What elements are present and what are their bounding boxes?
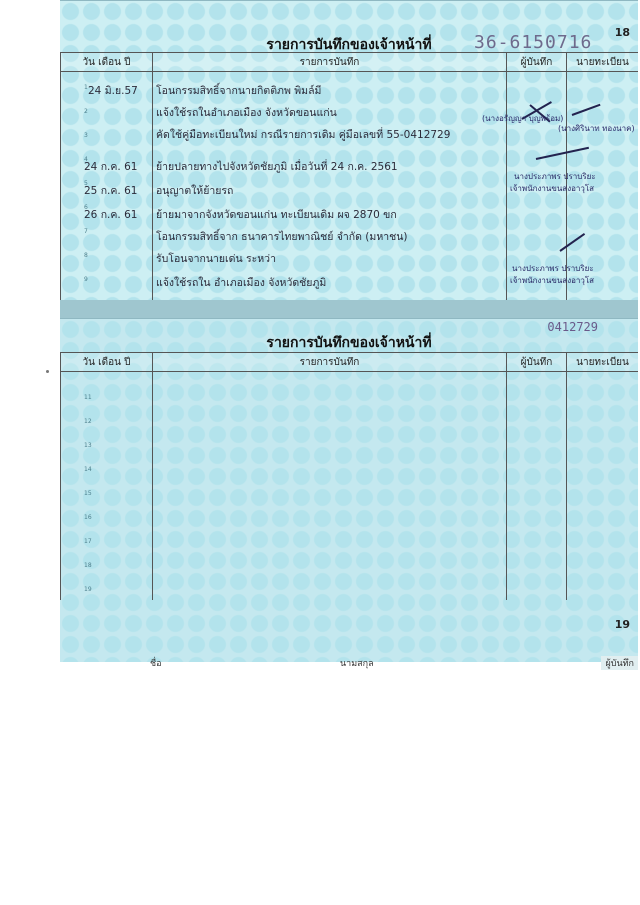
- overlap-mirror-text: 0412729: [547, 320, 598, 334]
- footer-name-label: ชื่อ: [150, 659, 162, 669]
- line-number: 2: [84, 108, 88, 115]
- entry-text: อนุญาตให้ย้ายรถ: [156, 185, 234, 197]
- registrar-signature-name: (นางศิรินาท ทองนาค): [558, 124, 635, 133]
- line-number: 7: [84, 228, 88, 235]
- entry-text: แจ้งใช้รถใน อำเภอเมือง จังหวัดชัยภูมิ: [156, 277, 327, 289]
- entry-date: 24 มิ.ย.57: [88, 85, 138, 97]
- line-number: 9: [84, 276, 88, 283]
- top-page-number: 18: [614, 26, 630, 39]
- line-number: 5: [84, 180, 88, 187]
- line-number: 1: [84, 84, 88, 91]
- line-number: 6: [84, 204, 88, 211]
- recorder-signature-name: (นางอรัญญา บุญพร้อม): [482, 114, 564, 123]
- line-number: 4: [84, 156, 88, 163]
- table-body: [61, 372, 639, 601]
- entry-text: ย้ายมาจากจังหวัดขอนแก่น ทะเบียนเดิม ผจ 2870 ขก: [156, 209, 397, 221]
- next-page-footer: [60, 656, 638, 670]
- line-number: 13: [84, 442, 92, 449]
- line-number: 15: [84, 490, 92, 497]
- line-number: 19: [84, 586, 92, 593]
- entry-text: แจ้งใช้รถในอำเภอเมือง จังหวัดขอนแก่น: [156, 107, 337, 119]
- line-number: 18: [84, 562, 92, 569]
- header-date: วัน เดือน ปี: [61, 353, 153, 372]
- section-title-bottom: รายการบันทึกของเจ้าหน้าที่: [266, 335, 432, 351]
- header-date: วัน เดือน ปี: [61, 53, 153, 72]
- entry-date: 25 ก.ค. 61: [84, 185, 138, 197]
- table-header-row: [61, 353, 639, 372]
- scan-speck: [46, 370, 49, 373]
- line-number: 12: [84, 418, 92, 425]
- line-number: 16: [84, 514, 92, 521]
- line-number: 11: [84, 394, 92, 401]
- line-number: 3: [84, 132, 88, 139]
- line-number: 14: [84, 466, 92, 473]
- header-recorder: ผู้บันทึก: [507, 353, 567, 372]
- header-recorder: ผู้บันทึก: [507, 53, 567, 72]
- header-registrar: นายทะเบียน: [567, 53, 639, 72]
- footer-surname-label: นามสกุล: [340, 659, 374, 669]
- entry-text: โอนกรรมสิทธิ์จาก ธนาคารไทยพาณิชย์ จำกัด (มหาชน): [156, 231, 408, 243]
- entry-date: 24 ก.ค. 61: [84, 161, 138, 173]
- header-registrar: นายทะเบียน: [567, 353, 639, 372]
- stamp-name: นางประภาพร ปราบริยะ: [514, 172, 596, 181]
- footer-recorder-label: ผู้บันทึก: [601, 656, 638, 670]
- page-overlap-strip: [60, 300, 638, 318]
- registration-book-page: [60, 0, 638, 662]
- header-entry: รายการบันทึก: [153, 53, 507, 72]
- stamp-title: เจ้าพนักงานขนส่งอาวุโส: [510, 276, 595, 285]
- handwritten-reference: 36-6150716: [474, 32, 593, 53]
- section-title-top: รายการบันทึกของเจ้าหน้าที่: [266, 37, 432, 53]
- entry-date: 26 ก.ค. 61: [84, 209, 138, 221]
- stamp-name: นางประภาพร ปราบริยะ: [512, 264, 594, 273]
- table-header-row: [61, 53, 639, 72]
- records-table-bottom: [60, 352, 638, 600]
- entry-text: คัดใช้คู่มือทะเบียนใหม่ กรณีรายการเดิม คู่มือเลขที่ 55-0412729: [156, 129, 451, 141]
- header-entry: รายการบันทึก: [153, 353, 507, 372]
- bottom-page-number: 19: [614, 618, 630, 631]
- stamp-title: เจ้าพนักงานขนส่งอาวุโส: [510, 184, 595, 193]
- entry-text: โอนกรรมสิทธิ์จากนายกิตติภพ พิมล์มี: [156, 85, 322, 97]
- line-number: 17: [84, 538, 92, 545]
- entry-text: รับโอนจากนายเด่น ระหว่า: [156, 253, 276, 265]
- line-number: 8: [84, 252, 88, 259]
- entry-text: ย้ายปลายทางไปจังหวัดชัยภูมิ เมื่อวันที่ 24 ก.ค. 2561: [156, 161, 398, 173]
